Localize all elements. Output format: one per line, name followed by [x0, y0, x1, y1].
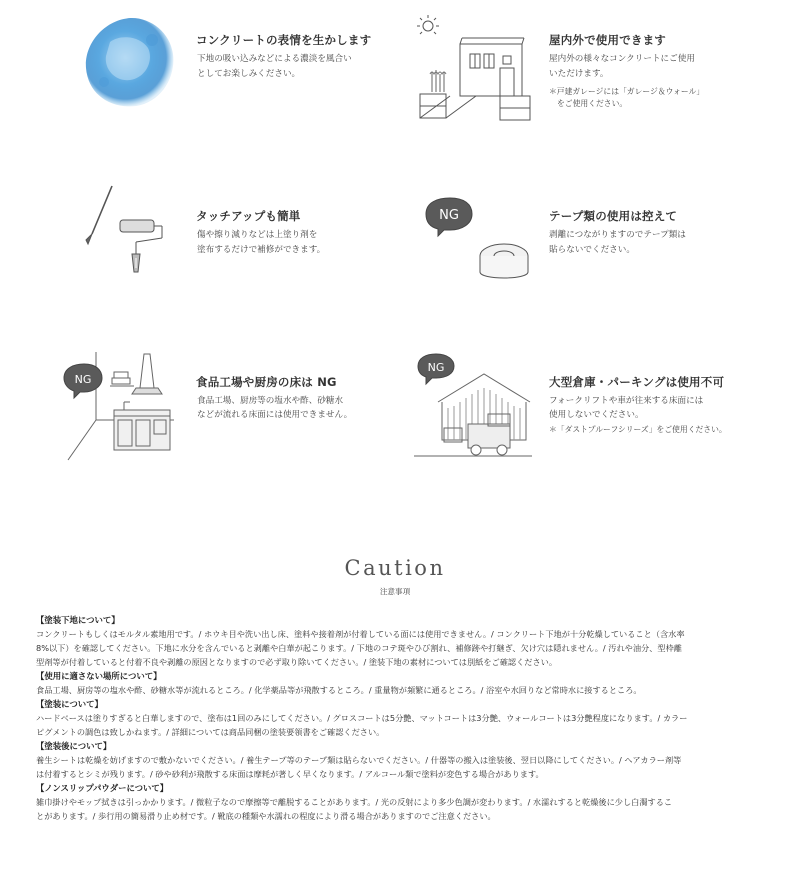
section-line: 雑巾掛けやモップ拭きは引っかかります。/ 微粒子なので摩擦等で離脱することがあります。/ 光の反射により多少色調が変わります。/ 水濡れすると乾燥後に少し白濁するこ — [36, 797, 673, 807]
feature-desc-tape-line2: 貼らないでください。 — [549, 245, 635, 255]
warehouse-ng-illustration — [414, 352, 534, 466]
section-line: 食品工場、厨房等の塩水や酢、砂糖水等が流れるところ。/ 化学薬品等が飛散するところ。/ 重量物が頻繁に通るところ。/ 浴室や水回りなど常時水に接するところ。 — [36, 685, 642, 695]
watercolor-blot-illustration — [80, 12, 180, 112]
section-heading-unsuitable: 【使用に適さない場所について】 — [36, 671, 162, 681]
feature-title-tape: テープ類の使用は控えて — [549, 209, 678, 223]
section-line: 8%以下）を確認してください。下地に水分を含んでいると剥離や白華が起こります。/ 下地のコテ斑やひび割れ、補修跡や打継ぎ、欠け穴は隠れません。/ 汚れや油分、型枠離 — [36, 643, 682, 653]
section-heading-after-painting: 【塗装後について】 — [36, 741, 112, 751]
feature-desc-warehouse-line2: 使用しないでください。 — [549, 410, 644, 420]
feature-desc-texture-line1: 下地の吸い込みなどによる濃淡を風合い — [197, 54, 352, 64]
tape-ng-illustration — [420, 196, 532, 288]
feature-desc-indoor-outdoor-line2: いただけます。 — [549, 69, 609, 79]
feature-desc-tape-line1: 剥離につながりますのでテープ類は — [549, 230, 686, 240]
feature-desc-touchup-line1: 傷や擦り減りなどは上塗り剤を — [197, 230, 318, 240]
caution-notes — [36, 613, 760, 823]
feature-desc-food-factory-line2: などが流れる床面には使用できません。 — [197, 410, 353, 420]
section-heading-substrate: 【塗装下地について】 — [36, 615, 120, 625]
feature-note-warehouse: ＊「ダストプルーフシリーズ」をご使用ください。 — [549, 425, 727, 434]
feature-title-texture: コンクリートの表情を生かします — [196, 33, 372, 47]
section-line: とがあります。/ 歩行用の簡易滑り止め材です。/ 靴底の種類や水濡れの程度により滑る場合がありますのでご注意ください。 — [36, 811, 496, 821]
svg-text:NG: NG — [427, 361, 445, 374]
feature-note-indoor-outdoor-line2: をご使用ください。 — [557, 99, 628, 108]
section-line: ピグメントの調色は致しかねます。/ 詳細については商品同梱の塗装要領書をご確認ください。 — [36, 727, 385, 737]
section-line: は付着するとシミが残ります。/ 砂や砂利が飛散する床面は摩耗が著しく早くなります。/ アルコール類で塗料が変色する場合があります。 — [36, 769, 544, 779]
feature-desc-food-factory-line1: 食品工場、厨房等の塩水や酢、砂糖水 — [197, 396, 344, 406]
section-line: ハードベースは塗りすぎると白華しますので、塗布は1回のみにしてください。/ グロスコートは5分艶、マットコートは3分艶、ウォールコートは3分艶程度になります。/ カラー — [36, 713, 688, 723]
caution-subtitle: 注意事項 — [379, 587, 411, 596]
feature-desc-touchup-line2: 塗布するだけで補修ができます。 — [197, 245, 326, 255]
section-heading-painting: 【塗装について】 — [36, 699, 103, 709]
feature-note-indoor-outdoor-line1: ＊戸建ガレージには「ガレージ＆ウォール」 — [549, 87, 705, 96]
feature-title-indoor-outdoor: 屋内外で使用できます — [549, 33, 666, 47]
feature-title-warehouse: 大型倉庫・パーキングは使用不可 — [549, 375, 725, 389]
svg-text:NG: NG — [74, 373, 92, 386]
feature-title-food-factory: 食品工場や厨房の床は NG — [196, 375, 337, 389]
section-line: 型剤等が付着していると付着不良や剥離の原因となりますので必ず取り除いてください。/ 塗装下地の素材については別紙をご確認ください。 — [36, 657, 558, 667]
feature-title-touchup: タッチアップも簡単 — [196, 209, 301, 223]
section-heading-nonslip-powder: 【ノンスリップパウダーについて】 — [36, 783, 169, 793]
kitchen-ng-illustration — [62, 348, 174, 464]
section-line: コンクリートもしくはモルタル素地用です。/ ホウキ目や洗い出し床、塗料や接着剤が付着している面には使用できません。/ コンクリート下地が十分乾燥していること（含水率 — [36, 629, 685, 639]
feature-desc-texture-line2: としてお楽しみください。 — [197, 69, 301, 79]
section-line: 養生シートは乾燥を妨げますので敷かないでください。/ 養生テープ等のテープ類は貼らないでください。/ 什器等の搬入は塗装後、翌日以降にしてください。/ ヘアカラー剤等 — [36, 755, 682, 765]
feature-desc-indoor-outdoor-line1: 屋内外の様々なコンクリートにご使用 — [549, 54, 695, 64]
brush-roller-illustration — [76, 182, 176, 278]
house-illustration — [410, 12, 535, 124]
caution-title: Caution — [344, 556, 446, 580]
feature-desc-warehouse-line1: フォークリフトや車が往来する床面には — [549, 396, 704, 406]
ng-badge: NG — [439, 208, 459, 223]
